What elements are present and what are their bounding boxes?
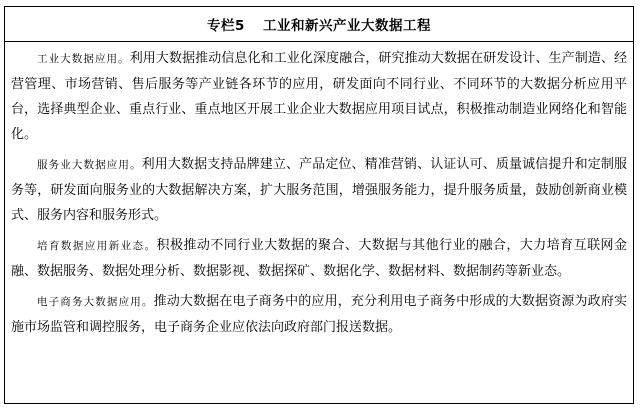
section-service-big-data xyxy=(11,152,627,228)
box-content xyxy=(5,42,633,340)
section-ecommerce-big-data xyxy=(11,289,627,340)
section-heading: 培育数据应用新业态。 xyxy=(37,240,157,252)
section-industrial-big-data xyxy=(11,46,627,147)
section-heading: 服务业大数据应用。 xyxy=(37,159,142,171)
box-title: 工业和新兴产业大数据工程 xyxy=(262,18,431,34)
section-body: 利用大数据支持品牌建立、产品定位、精准营销、认证认可、质量诚信提升和定制服务等，研发面向服务业的大数据解决方案，扩大服务范围，增强服务能力，提升服务质量，鼓励创新商业模式、服务内容和服务形式。 xyxy=(11,157,627,223)
box-label: 专栏5 xyxy=(207,18,245,34)
feature-box xyxy=(4,6,634,404)
section-body: 积极推动不同行业大数据的聚合、大数据与其他行业的融合，大力培育互联网金融、数据服务、数据处理分析、数据影视、数据探矿、数据化学、数据材料、数据制药等新业态。 xyxy=(11,238,627,279)
section-body: 推动大数据在电子商务中的应用，充分利用电子商务中形成的大数据资源为政府实施市场监管和调控服务，电子商务企业应依法向政府部门报送数据。 xyxy=(11,294,627,335)
section-heading: 工业大数据应用。 xyxy=(37,53,130,65)
box-title-row xyxy=(5,7,633,42)
section-new-business-forms xyxy=(11,233,627,284)
section-body: 利用大数据推动信息化和工业化深度融合，研究推动大数据在研发设计、生产制造、经营管理、市场营销、售后服务等产业链各环节的应用，研发面向不同行业、不同环节的大数据分析应用平台，选择典型企业、重点行业、重点地区开展工业企业大数据应用项目试点，积极推动制造业网络化和智能化。 xyxy=(11,51,627,142)
section-heading: 电子商务大数据应用。 xyxy=(37,296,154,308)
